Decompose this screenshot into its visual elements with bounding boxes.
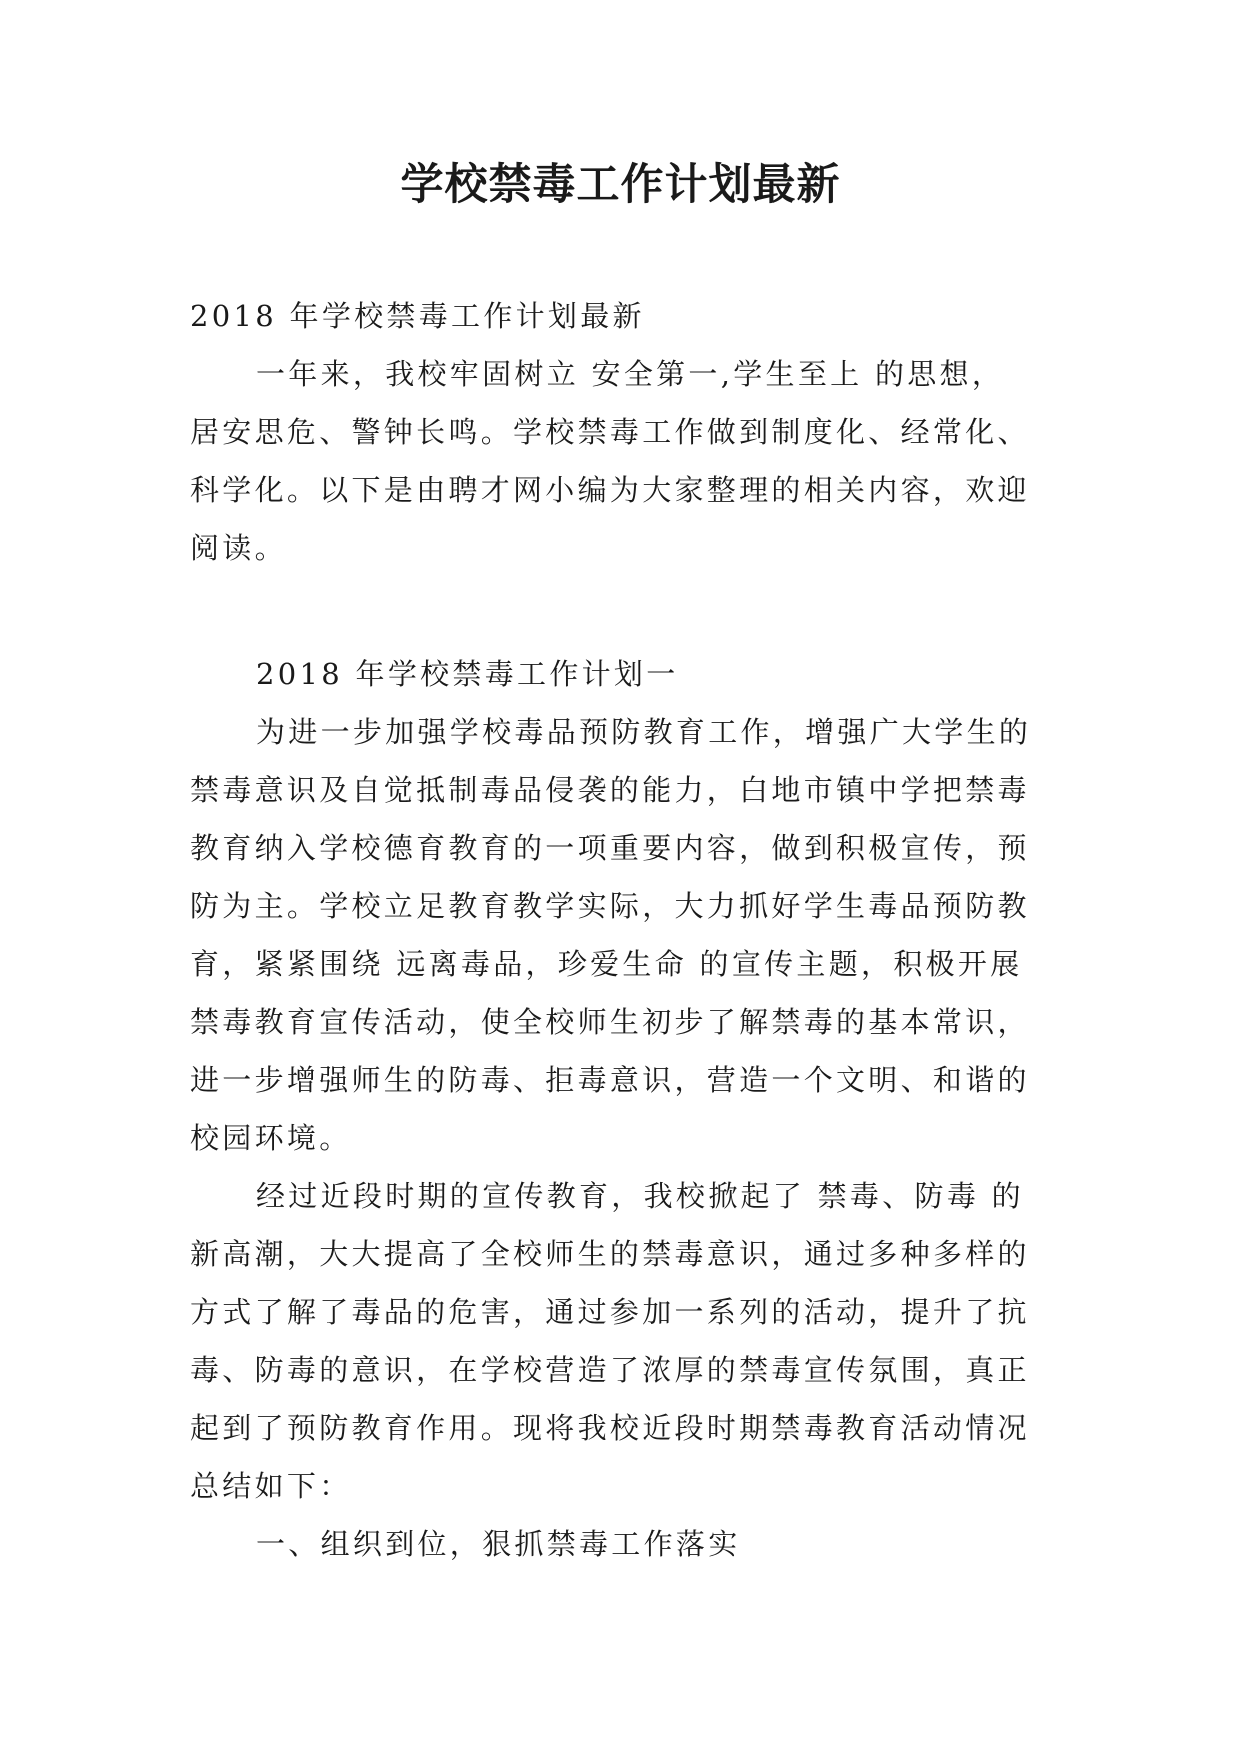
intro-line: 阅读。 xyxy=(190,531,287,565)
paragraph-spacer xyxy=(190,635,1050,645)
paragraph-line: 新高潮，大大提高了全校师生的禁毒意识，通过多种多样的 xyxy=(190,1237,1030,1271)
paragraph-line: 防为主。学校立足教育教学实际，大力抓好学生毒品预防教 xyxy=(190,889,1030,923)
intro-paragraph xyxy=(190,345,1050,577)
intro-line: 一年来，我校牢固树立 安全第一,学生至上 的思想， xyxy=(256,357,1005,391)
paragraph-line: 毒、防毒的意识，在学校营造了浓厚的禁毒宣传氛围，真正 xyxy=(190,1353,1030,1387)
paragraph-line: 为进一步加强学校毒品预防教育工作，增强广大学生的 xyxy=(256,715,1032,749)
document-body xyxy=(190,287,1050,1573)
paragraph-line: 总结如下： xyxy=(190,1469,352,1503)
paragraph-line: 方式了解了毒品的危害，通过参加一系列的活动，提升了抗 xyxy=(190,1295,1030,1329)
body-paragraph-2 xyxy=(190,1167,1050,1515)
document-subtitle: 2018 年学校禁毒工作计划最新 xyxy=(190,299,645,333)
paragraph-line: 禁毒意识及自觉抵制毒品侵袭的能力，白地市镇中学把禁毒 xyxy=(190,773,1030,807)
paragraph-line: 育，紧紧围绕 远离毒品，珍爱生命 的宣传主题，积极开展 xyxy=(190,947,1023,981)
paragraph-spacer xyxy=(190,577,1050,635)
body-paragraph-1 xyxy=(190,703,1050,1167)
paragraph-line: 教育纳入学校德育教育的一项重要内容，做到积极宣传，预 xyxy=(190,831,1030,865)
intro-line: 居安思危、警钟长鸣。学校禁毒工作做到制度化、经常化、 xyxy=(190,415,1030,449)
paragraph-line: 起到了预防教育作用。现将我校近段时期禁毒教育活动情况 xyxy=(190,1411,1030,1445)
paragraph-line: 校园环境。 xyxy=(190,1121,352,1155)
paragraph-line: 经过近段时期的宣传教育，我校掀起了 禁毒、防毒 的 xyxy=(256,1179,1024,1213)
document-title: 学校禁毒工作计划最新 xyxy=(400,160,841,210)
paragraph-line: 进一步增强师生的防毒、拒毒意识，营造一个文明、和谐的 xyxy=(190,1063,1030,1097)
paragraph-line: 禁毒教育宣传活动，使全校师生初步了解禁毒的基本常识， xyxy=(190,1005,1030,1039)
list-item-heading: 一、组织到位，狠抓禁毒工作落实 xyxy=(256,1527,741,1561)
intro-line: 科学化。以下是由聘才网小编为大家整理的相关内容，欢迎 xyxy=(190,473,1030,507)
section-heading: 2018 年学校禁毒工作计划一 xyxy=(256,657,679,691)
